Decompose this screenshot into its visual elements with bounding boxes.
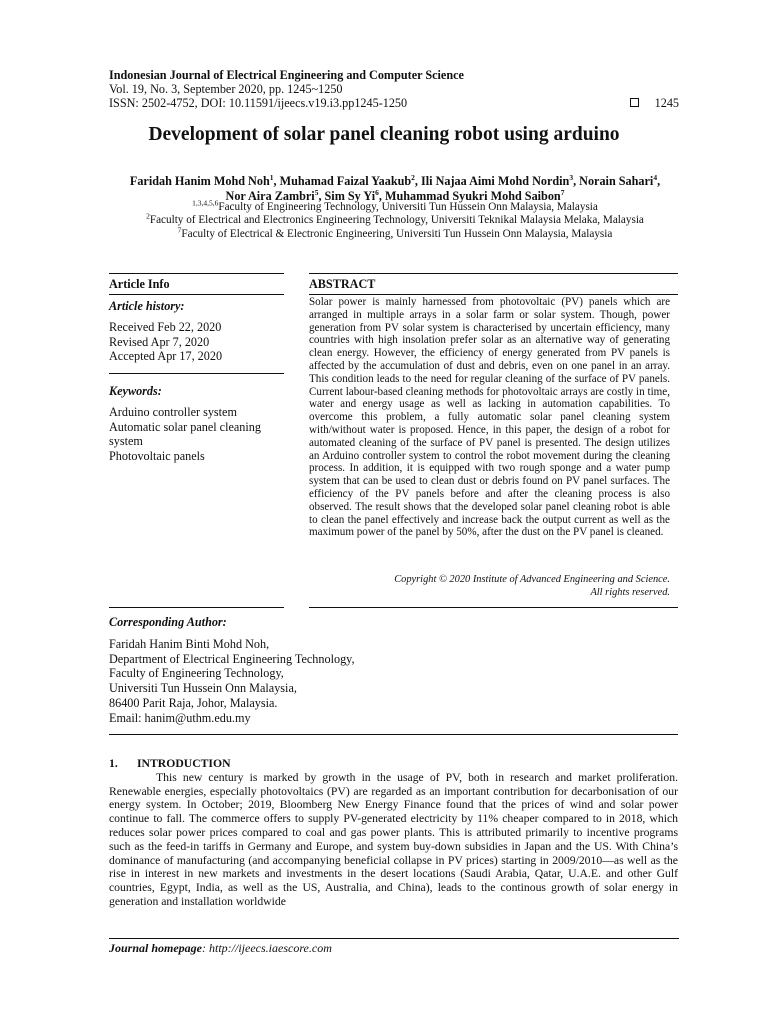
keywords-list — [109, 405, 284, 463]
journal-volume: Vol. 19, No. 3, September 2020, pp. 1245~1250 — [109, 82, 343, 96]
abstract-text: Solar power is mainly harnessed from photovoltaic (PV) panels which are arranged in multiple arrays in a solar farm or solar system. Though, power generation from PV solar system is characterised by uncertain efficiency, many countries with high insolation prefer solar as an alternative way of generating clean energy. However, the efficiency of energy generated from PV panels is affected by the accumulation of dust and debris, even on one panel in an array. This condition leads to the need for regular cleaning of the surface of PV panels. Current labour-based cleaning methods for photovoltaic arrays are costly in time, water and energy usage as well as lacking in automation capabilities. To overcome this problem, a fully automatic solar panel cleaning system with/without water is proposed. Hence, in this paper, the design of a robot for automated cleaning of the surface of PV panel is presented. The design utilizes an Arduino controller system to control the robot movement during the cleaning process. In addition, it is equipped with two rough sponge and a water pump system that can be used to clean dust or debris found on PV panel surfaces. The efficiency of the PV panels before and after the cleaning process is also observed. The result shows that the developed solar panel cleaning robot is able to clean the panel effectively and increase back the output current as well as the maximum power of the panel by 50%, after the dust on the PV panel is cleaned. — [309, 296, 670, 539]
corresponding-author — [109, 615, 669, 725]
author-affiliation-mark: 3 — [569, 172, 574, 182]
abstract-bottom-rule — [309, 607, 678, 608]
journal-header — [109, 68, 679, 110]
keywords-section — [109, 384, 284, 463]
corresponding-bottom-rule — [109, 734, 678, 735]
author-name: Muhammad Syukri Mohd Saibon — [384, 189, 561, 203]
abstract-top-rule — [309, 273, 678, 274]
article-info-bottom-rule — [109, 607, 284, 608]
author-name: Sim Sy Yi — [324, 189, 376, 203]
article-info-heading — [109, 277, 284, 292]
square-icon — [630, 98, 639, 107]
history-item: Revised Apr 7, 2020 — [109, 334, 210, 349]
author-name: Norain Sahari — [579, 174, 654, 188]
page-number: 1245 — [654, 96, 679, 110]
abstract-sub-rule — [309, 294, 678, 295]
affiliation — [100, 224, 690, 241]
introduction-heading — [109, 757, 678, 771]
keyword-item: Automatic solar panel cleaning — [109, 419, 261, 434]
article-info-sub-rule — [109, 294, 284, 295]
journal-issn: ISSN: 2502-4752, DOI: 10.11591/ijeecs.v19.i3.pp1245-1250 — [109, 96, 408, 110]
keywords-rule — [109, 373, 284, 374]
author-list: Faridah Hanim Mohd Noh$^1$, Muhamad Faizal Yaakub$^2$, Ili Najaa Aimi Mohd Nordin$^3$, Norain Sahari$^4$, Nor Aira Zambri$^5$, Sim Sy Yi$^6$, Muhammad Syukri Mohd Saibon$^7$ — [129, 172, 661, 203]
author-name: Nor Aira Zambri — [225, 189, 315, 203]
homepage-link[interactable]: http://ijeecs.iaescore.com — [209, 941, 332, 955]
introduction-section — [109, 757, 678, 909]
abstract-heading: ABSTRACT — [309, 277, 376, 291]
author-affiliation-mark: 2 — [411, 172, 415, 182]
corresponding-line: Faculty of Engineering Technology, — [109, 666, 284, 681]
history-item: Received Feb 22, 2020 — [109, 320, 222, 334]
section-title: INTRODUCTION — [137, 757, 231, 770]
homepage-label: Journal homepage — [109, 941, 203, 955]
article-history-heading: Article history: — [109, 299, 185, 313]
journal-title: Indonesian Journal of Electrical Engineering and Computer Science — [109, 68, 464, 82]
section-number: 1. — [109, 757, 118, 770]
keyword-item: Arduino controller system — [109, 405, 237, 419]
author-affiliation-mark: 6 — [375, 187, 379, 197]
footer-rule — [109, 938, 679, 939]
rights-line: All rights reserved. — [590, 587, 670, 598]
author-affiliation-mark: 7 — [560, 187, 565, 197]
affiliation — [100, 198, 690, 214]
corresponding-heading: Corresponding Author: — [109, 615, 227, 629]
author-name: Muhamad Faizal Yaakub — [279, 174, 412, 188]
keywords-heading: Keywords: — [109, 384, 162, 398]
corresponding-line: Department of Electrical Engineering Technology, — [109, 651, 355, 666]
copyright-notice — [309, 573, 670, 599]
affiliation-mark: 1,3,4,5,6 — [192, 198, 219, 208]
corresponding-lines — [109, 637, 669, 725]
introduction-paragraph: This new century is marked by growth in the usage of PV, both in research and market proliferation. Renewable energies, especially photovoltaics (PV) are regarded as an important contribution for decarbonisation of our energy system. In October; 2019, Bloomberg New Energy Finance found that the prices of wind and solar power continue to fall. The commerce offers to supply PV-generated electricity by 11% cheaper compared to in 2018, which reduces solar power prices compared to coal and gas power plants. This is attributed primarily to incentive programs such as the feed-in tariffs in Germany and Europe, and system buy-down subsidies in Japan and the US. With China’s dominance of manufacturing (and accompanying beneficial collapse in PV prices) starting in 2009/2010—as well as the rise in interest in new markets and investments in the desert locations (Saudi Arabia, Qatar, U.A.E. and other Gulf countries, Egypt, India, as well as the US, Australia, and China), leads to the continous growth of solar energy in generation and installation worldwide — [109, 770, 678, 908]
article-history-list — [109, 320, 284, 364]
affiliation-text: Faculty of Engineering Technology, Universiti Tun Hussein Onn Malaysia, Malaysia — [218, 201, 598, 213]
affiliation-mark: 2 — [146, 211, 150, 221]
author-name: Ili Najaa Aimi Mohd Nordin — [421, 174, 570, 188]
author-affiliation-mark: 5 — [314, 187, 319, 197]
author-name: Faridah Hanim Mohd Noh — [129, 174, 270, 188]
corresponding-line: Faridah Hanim Binti Mohd Noh, — [109, 637, 270, 651]
article-info-label: Article Info — [109, 277, 170, 291]
affiliation — [100, 211, 690, 227]
affiliation-text: Faculty of Electrical and Electronics Engineering Technology, Universiti Teknikal Malaysia Melaka, Malaysia — [149, 214, 644, 227]
corresponding-line: Universiti Tun Hussein Onn Malaysia, — [109, 681, 297, 696]
history-item: Accepted Apr 17, 2020 — [109, 349, 223, 363]
corresponding-line: Email: hanim@uthm.edu.my — [109, 710, 251, 725]
copyright-line: Copyright © 2020 Institute of Advanced Engineering and Science. — [394, 574, 670, 585]
article-history — [109, 299, 284, 364]
affiliation-mark: 7 — [177, 224, 182, 234]
author-affiliation-mark: 1 — [269, 172, 274, 182]
keyword-item: system — [109, 434, 143, 448]
affiliation-text: Faculty of Electrical & Electronic Engineering, Universiti Tun Hussein Onn Malaysia, Malaysia — [181, 227, 613, 240]
journal-homepage: Journal homepage: http://ijeecs.iaescore.com — [109, 941, 332, 955]
paper-title: Development of solar panel cleaning robot using arduino — [148, 124, 620, 145]
keyword-item: Photovoltaic panels — [109, 448, 205, 463]
journal-issn-row — [109, 96, 679, 110]
author-affiliation-mark: 4 — [653, 172, 658, 182]
affiliation-list — [100, 198, 690, 241]
article-info-top-rule — [109, 273, 284, 274]
corresponding-line: 86400 Parit Raja, Johor, Malaysia. — [109, 695, 278, 710]
